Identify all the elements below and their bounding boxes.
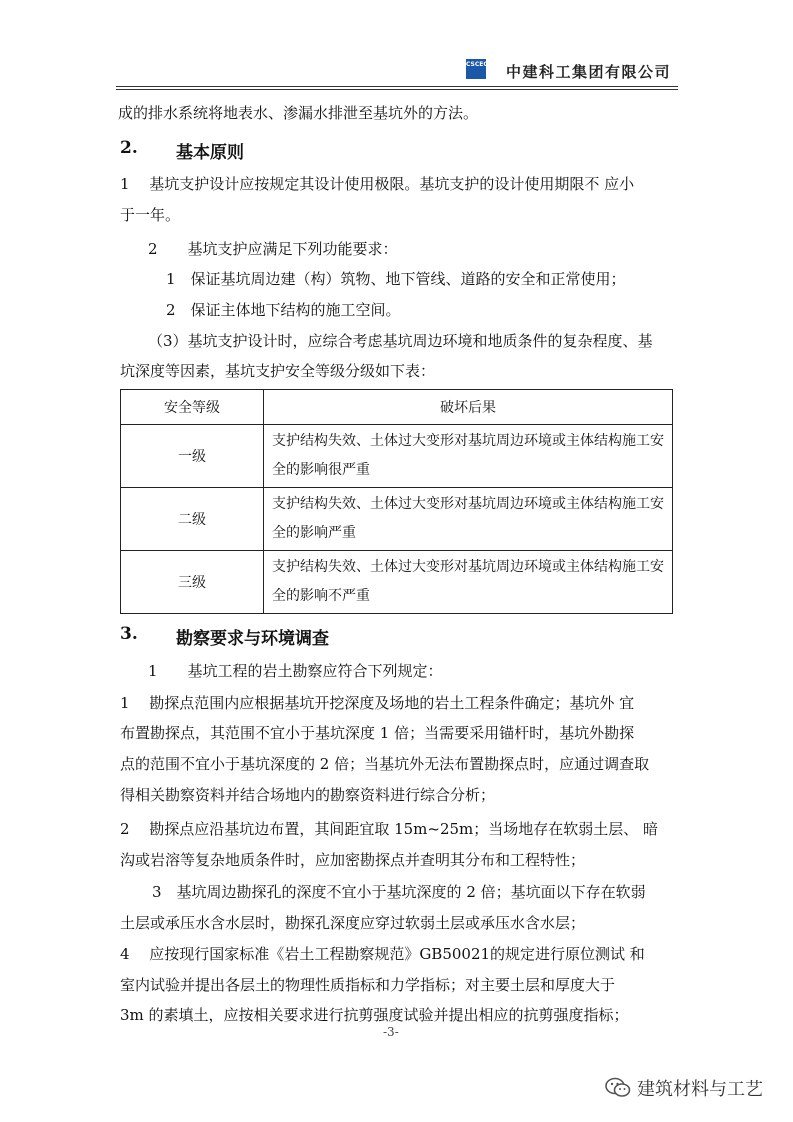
table-header-consequence: 破坏后果 <box>264 390 673 425</box>
text-line: 点的范围不宜小于基坑深度的 2 倍；当基坑外无法布置勘探点时，应通过调查取 <box>120 755 650 773</box>
section-3-title: 勘察要求与环境调查 <box>176 629 329 649</box>
safety-grade-table <box>120 389 673 614</box>
text-line: 1 勘探点范围内应根据基坑开挖深度及场地的岩土工程条件确定；基坑外 宜 <box>120 694 635 712</box>
wechat-icon <box>605 1077 631 1104</box>
text-line: 室内试验并提出各层土的物理性质指标和力学指标；对主要土层和厚度大于 <box>120 976 616 994</box>
text-line: 4 应按现行国家标准《岩土工程勘察规范》GB50021的规定进行原位测试 和 <box>120 945 645 963</box>
section-2-number: 2. <box>120 138 138 158</box>
text-line: （3）基坑支护设计时，应综合考虑基坑周边环境和地质条件的复杂程度、基 <box>148 332 653 350</box>
section-3-number: 3. <box>120 624 138 644</box>
text-line: 于一年。 <box>120 206 181 224</box>
text-line: 3 基坑周边勘探孔的深度不宜小于基坑深度的 2 倍；基坑面以下存在软弱 <box>152 883 646 901</box>
section-2-title: 基本原则 <box>176 143 244 163</box>
table-row <box>121 551 673 614</box>
text-line: 得相关勘察资料并结合场地内的勘察资料进行综合分析； <box>120 786 496 804</box>
text-line: 2 保证主体地下结构的施工空间。 <box>166 301 401 319</box>
text-line: 1 保证基坑周边建（构）筑物、地下管线、道路的安全和正常使用； <box>166 270 626 288</box>
table-row <box>121 425 673 488</box>
consequence-cell: 支护结构失效、土体过大变形对基坑周边环境或主体结构施工安全的影响很严重 <box>264 425 673 488</box>
header-company-name: 中建科工集团有限公司 <box>505 63 671 81</box>
consequence-cell: 支护结构失效、土体过大变形对基坑周边环境或主体结构施工安全的影响不严重 <box>264 551 673 614</box>
table-header-grade: 安全等级 <box>121 390 264 425</box>
grade-cell: 一级 <box>121 425 264 488</box>
text-line: 沟或岩溶等复杂地质条件时，应加密勘探点并查明其分布和工程特性； <box>120 851 586 869</box>
grade-cell: 三级 <box>121 551 264 614</box>
text-line: 1 基坑支护设计应按规定其设计使用极限。基坑支护的设计使用期限不 应小 <box>120 175 635 193</box>
text-line: 2 勘探点应沿基坑边布置，其间距宜取 15m~25m；当场地存在软弱土层、 暗 <box>120 820 659 838</box>
header-rule <box>116 86 678 87</box>
header-rule-secondary <box>116 89 678 90</box>
text-line: 1 基坑工程的岩土勘察应符合下列规定： <box>148 662 443 680</box>
grade-cell: 二级 <box>121 488 264 551</box>
page-number: -3- <box>383 1025 399 1039</box>
text-line: 2 基坑支护应满足下列功能要求： <box>148 240 398 258</box>
text-line: 3m 的素填土，应按相关要求进行抗剪强度试验并提出相应的抗剪强度指标； <box>120 1006 629 1024</box>
company-logo: CSCEC <box>466 59 486 79</box>
watermark <box>605 1075 763 1104</box>
text-line: 布置勘探点，其范围不宜小于基坑深度 1 倍；当需要采用锚杆时，基坑外勘探 <box>120 724 635 742</box>
consequence-cell: 支护结构失效、土体过大变形对基坑周边环境或主体结构施工安全的影响严重 <box>264 488 673 551</box>
table-row <box>121 488 673 551</box>
text-line: 坑深度等因素，基坑支护安全等级分级如下表： <box>120 362 436 380</box>
watermark-text: 建筑材料与工艺 <box>637 1079 763 1100</box>
text-line: 成的排水系统将地表水、渗漏水排泄至基坑外的方法。 <box>118 104 479 122</box>
table-header-row <box>121 390 673 425</box>
text-line: 土层或承压水含水层时，勘探孔深度应穿过软弱土层或承压水含水层； <box>120 914 586 932</box>
